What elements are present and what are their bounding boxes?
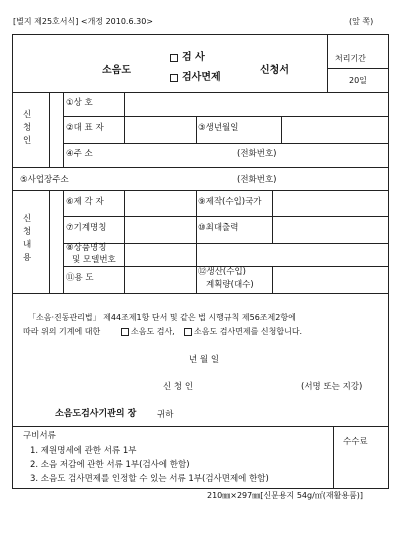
- product-name-label: ⑧상품명칭: [66, 243, 107, 253]
- title-prefix: 소음도: [102, 65, 131, 76]
- inspection-checkbox[interactable]: [170, 54, 178, 62]
- content-section-char: 용: [23, 253, 32, 263]
- birth-date-label: ③생년월일: [198, 123, 239, 133]
- addressee-honorific: 귀하: [157, 410, 174, 420]
- required-doc-item: 3. 소음도 검사면제를 인정할 수 있는 서류 1부(검사면제에 한함): [30, 474, 269, 484]
- representative-label: ②대 표 자: [66, 123, 104, 133]
- statement-line-2b: 소음도 검사,: [131, 327, 175, 336]
- content-section-char: 신: [23, 214, 32, 224]
- title-option-inspection: 검 사: [182, 52, 205, 63]
- paper-spec: 210㎜×297㎜[신문용지 54g/㎡(재활용품)]: [207, 491, 364, 500]
- applicant-section-char: 청: [23, 123, 32, 133]
- model-number-label: 및 모델번호: [72, 255, 116, 265]
- applicant-section-char: 인: [23, 136, 32, 146]
- production-plan-label-2: 계획량(대수): [206, 280, 254, 290]
- required-doc-item: 1. 제원명세에 관한 서류 1부: [30, 446, 137, 456]
- exemption-checkbox[interactable]: [170, 74, 178, 82]
- processing-period-value: 20일: [349, 76, 367, 85]
- production-plan-label: ⑫생산(수입): [198, 267, 246, 277]
- exemption-option-checkbox[interactable]: [184, 328, 192, 336]
- manufacturer-label: ⑥제 각 자: [66, 197, 104, 207]
- use-label: ⑪용 도: [66, 273, 94, 283]
- company-name-label: ①상 호: [66, 98, 93, 108]
- country-label: ⑨제작(수입)국가: [198, 197, 262, 207]
- address-phone: (전화번호): [237, 149, 277, 159]
- inspection-option-checkbox[interactable]: [121, 328, 129, 336]
- fee-label: 수수료: [343, 437, 368, 447]
- required-docs-title: 구비서류: [23, 431, 56, 441]
- required-doc-item: 2. 소음 저감에 관한 서류 1부(검사에 한함): [30, 460, 190, 470]
- address-label: ④주 소: [66, 149, 93, 159]
- content-section-char: 청: [23, 227, 32, 237]
- date-line: 년 월 일: [189, 355, 220, 365]
- applicant-sign-label: 신 청 인: [163, 382, 194, 392]
- processing-period-label: 처리기간: [335, 54, 366, 63]
- signature-note: (서명 또는 지강): [301, 382, 363, 392]
- machine-name-label: ⑦기계명칭: [66, 223, 107, 233]
- title-suffix: 신청서: [260, 65, 289, 76]
- business-address-phone: (전화번호): [237, 175, 277, 185]
- form-number: [별지 제25호서식] <개정 2010.6.30>: [13, 17, 153, 26]
- max-output-label: ⑩최대출력: [198, 223, 239, 233]
- business-address-label: ⑤사업장주소: [20, 175, 69, 185]
- statement-line-2c: 소음도 검사면제를 신청합니다.: [194, 327, 303, 336]
- applicant-section-char: 신: [23, 110, 32, 120]
- page-side: (앞 쪽): [349, 17, 374, 26]
- title-option-exemption: 검사면제: [182, 72, 221, 83]
- statement-line-2a: 따라 위의 기계에 대한: [23, 327, 101, 336]
- statement-line-1: 「소음·진동관리법」 제44조제1항 단서 및 같은 법 시행규칙 제56조제2항에: [28, 313, 296, 322]
- addressee: 소음도검사기관의 장: [55, 409, 137, 419]
- content-section-char: 내: [23, 240, 32, 250]
